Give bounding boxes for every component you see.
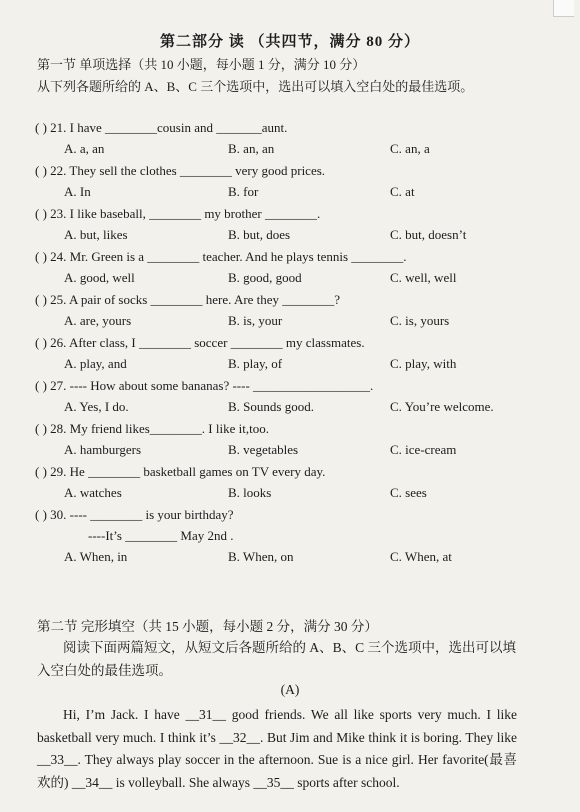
option-c: C. When, at bbox=[390, 549, 452, 564]
option-c: C. but, doesn’t bbox=[390, 227, 467, 242]
option-c: C. You’re welcome. bbox=[390, 399, 494, 414]
option-c: C. well, well bbox=[390, 270, 457, 285]
question-stem: ( ) 21. I have ________cousin and _______aunt. bbox=[35, 120, 288, 135]
section1-instruction: 从下列各题所给的 A、B、C 三个选项中，选出可以填入空白处的最佳选项。 bbox=[37, 79, 474, 94]
section2-instruction: 阅读下面两篇短文，从短文后各题所给的 A、B、C 三个选项中，选出可以填入空白处的最佳选项。 bbox=[37, 640, 517, 678]
question-stem: ( ) 23. I like baseball, ________ my brother ________. bbox=[35, 206, 321, 221]
cloze-passage: Hi, I’m Jack. I have __31__ good friends. We all like sports very much. I like basketball very much. I think it’s __32__. But Jim and Mike think it is boring. They like __33__. They always play soccer in the afternoon. Sue is a nice girl. Her favorite(最喜欢的) __34__ is volleyball. She always __35__ sports after school. bbox=[37, 707, 517, 790]
option-b: B. for bbox=[228, 184, 259, 199]
option-b: B. looks bbox=[228, 485, 272, 500]
option-b: B. but, does bbox=[228, 227, 291, 242]
option-c: C. sees bbox=[390, 485, 427, 500]
option-c: C. an, a bbox=[390, 141, 430, 156]
section1-heading: 第一节 单项选择（共 10 小题，每小题 1 分，满分 10 分） bbox=[37, 57, 366, 72]
question-stem: ( ) 24. Mr. Green is a ________ teacher. And he plays tennis ________. bbox=[35, 249, 407, 264]
page-corner-fold bbox=[553, 0, 574, 17]
option-a: A. Yes, I do. bbox=[64, 399, 129, 414]
option-c: C. play, with bbox=[390, 356, 457, 371]
option-a: A. hamburgers bbox=[64, 442, 142, 457]
question-stem: ( ) 30. ---- ________ is your birthday? bbox=[35, 507, 234, 522]
option-a: A. watches bbox=[64, 485, 122, 500]
question-stem: ( ) 27. ---- How about some bananas? ---- __________________. bbox=[35, 378, 374, 393]
question-stem: ( ) 22. They sell the clothes ________ very good prices. bbox=[35, 163, 326, 178]
option-b: B. good, good bbox=[228, 270, 302, 285]
option-a: A. In bbox=[64, 184, 91, 199]
option-b: B. Sounds good. bbox=[228, 399, 314, 414]
question-stem-line2: ----It’s ________ May 2nd . bbox=[88, 528, 234, 543]
option-a: A. a, an bbox=[64, 141, 105, 156]
option-c: C. is, yours bbox=[390, 313, 450, 328]
option-a: A. good, well bbox=[64, 270, 135, 285]
question-stem: ( ) 28. My friend likes________. I like it,too. bbox=[35, 421, 269, 436]
option-a: A. play, and bbox=[64, 356, 127, 371]
passage-label: (A) bbox=[280, 682, 300, 697]
option-c: C. at bbox=[390, 184, 415, 199]
option-b: B. an, an bbox=[228, 141, 275, 156]
option-a: A. When, in bbox=[64, 549, 128, 564]
option-c: C. ice-cream bbox=[390, 442, 457, 457]
option-b: B. When, on bbox=[228, 549, 294, 564]
section2-heading: 第二节 完形填空（共 15 小题，每小题 2 分，满分 30 分） bbox=[37, 619, 378, 634]
option-b: B. vegetables bbox=[228, 442, 299, 457]
option-a: A. are, yours bbox=[64, 313, 132, 328]
option-b: B. is, your bbox=[228, 313, 283, 328]
page-title: 第二部分 读 （共四节，满分 80 分） bbox=[159, 34, 420, 50]
option-b: B. play, of bbox=[228, 356, 283, 371]
question-stem: ( ) 25. A pair of socks ________ here. Are they ________? bbox=[35, 292, 341, 307]
option-a: A. but, likes bbox=[64, 227, 128, 242]
question-stem: ( ) 26. After class, I ________ soccer ________ my classmates. bbox=[35, 335, 365, 350]
question-stem: ( ) 29. He ________ basketball games on TV every day. bbox=[35, 464, 326, 479]
